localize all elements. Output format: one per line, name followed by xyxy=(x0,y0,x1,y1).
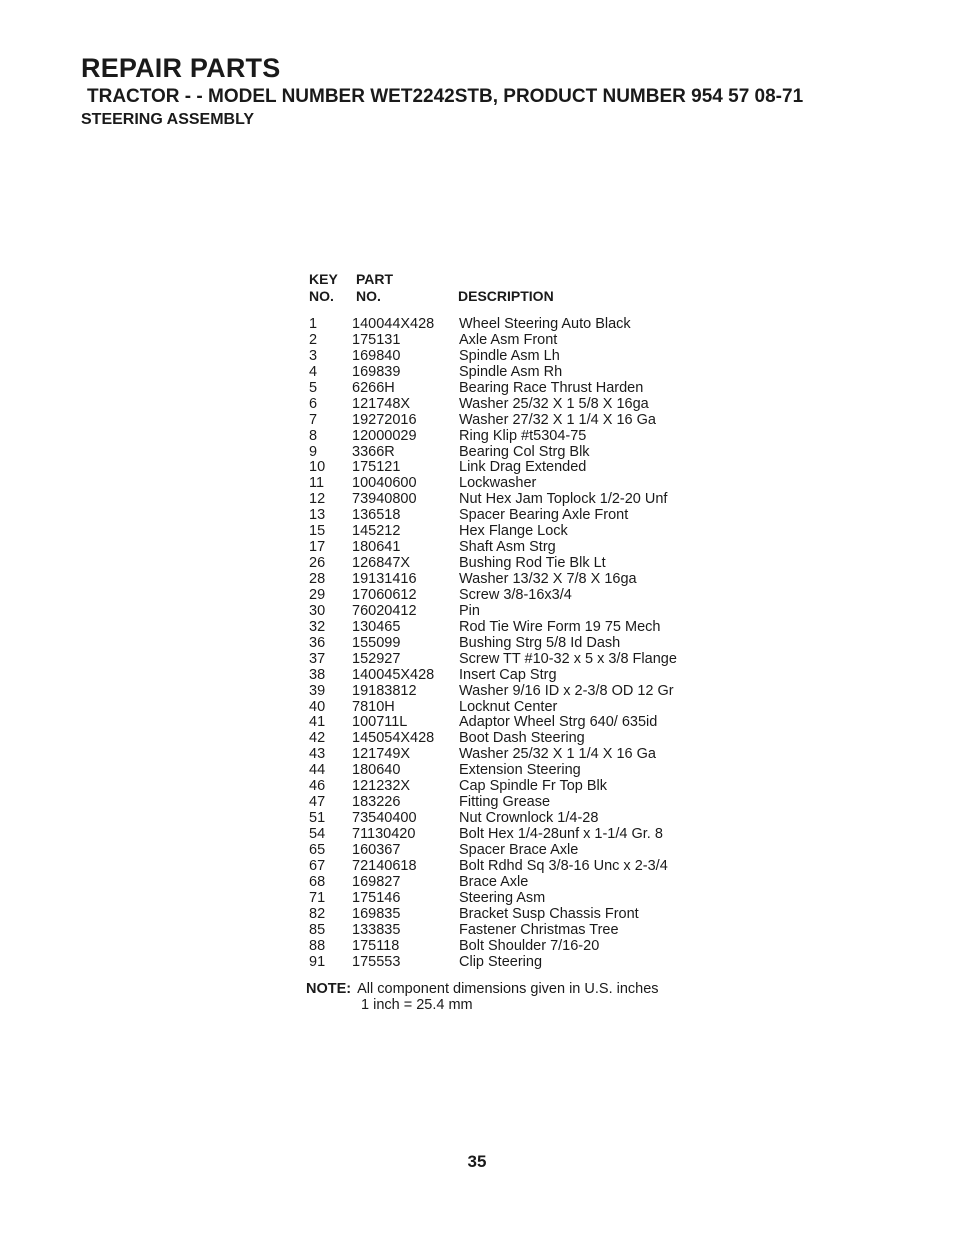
part-number: 3366R xyxy=(352,443,395,460)
part-no-header xyxy=(356,271,393,305)
part-description: Link Drag Extended xyxy=(459,459,587,476)
key-number: 65 xyxy=(309,841,326,858)
page-number: 35 xyxy=(467,1152,487,1171)
key-no-header xyxy=(309,271,338,305)
key-number: 28 xyxy=(309,571,326,587)
part-description: Washer 13/32 X 7/8 X 16ga xyxy=(459,571,637,587)
part-description: Washer 25/32 X 1 1/4 X 16 Ga xyxy=(459,746,656,763)
key-number: 44 xyxy=(309,762,326,779)
model-subtitle: TRACTOR - - MODEL NUMBER WET2242STB, PRODUCT NUMBER 954 57 08-71 xyxy=(87,86,804,107)
part-number: 180641 xyxy=(352,539,401,556)
key-number: 26 xyxy=(309,555,326,572)
part-header-line2: NO. xyxy=(356,288,381,304)
part-description: Bushing Strg 5/8 Id Dash xyxy=(459,634,621,651)
part-description: Spacer Bearing Axle Front xyxy=(459,507,629,524)
key-number: 11 xyxy=(309,475,325,492)
part-description: Bushing Rod Tie Blk Lt xyxy=(459,555,606,572)
part-number: 73540400 xyxy=(352,810,417,827)
part-description: Bearing Col Strg Blk xyxy=(459,443,590,460)
part-number: 152927 xyxy=(352,650,401,667)
part-description: Lockwasher xyxy=(459,475,537,492)
key-number: 17 xyxy=(309,539,326,556)
key-number: 71 xyxy=(309,889,326,906)
part-description: Spindle Asm Lh xyxy=(459,347,560,364)
key-number: 30 xyxy=(309,602,326,619)
part-number: 155099 xyxy=(352,634,401,651)
part-description: Rod Tie Wire Form 19 75 Mech xyxy=(459,618,661,635)
note-line2: 1 inch = 25.4 mm xyxy=(361,996,473,1013)
part-header-line1: PART xyxy=(356,271,394,287)
part-number: 175146 xyxy=(352,889,401,906)
key-number: 88 xyxy=(309,937,326,954)
part-description: Washer 27/32 X 1 1/4 X 16 Ga xyxy=(459,411,656,428)
part-number: 175553 xyxy=(352,953,401,970)
part-number: 175118 xyxy=(352,937,400,954)
part-number: 12000029 xyxy=(352,427,417,444)
part-number: 19131416 xyxy=(352,571,417,587)
part-description: Fastener Christmas Tree xyxy=(459,921,619,938)
key-number: 38 xyxy=(309,666,326,683)
part-description: Screw TT #10-32 x 5 x 3/8 Flange xyxy=(459,650,677,667)
part-description: Shaft Asm Strg xyxy=(459,539,556,556)
part-number: 126847X xyxy=(352,555,411,572)
key-number: 36 xyxy=(309,634,326,651)
part-description: Washer 25/32 X 1 5/8 X 16ga xyxy=(459,395,649,412)
part-description: Washer 9/16 ID x 2-3/8 OD 12 Gr xyxy=(459,682,674,699)
note-label: NOTE: xyxy=(306,981,352,997)
part-number: 121232X xyxy=(352,778,411,795)
part-description: Steering Asm xyxy=(459,889,546,906)
part-description: Extension Steering xyxy=(459,762,581,779)
part-number: 10040600 xyxy=(352,475,417,492)
part-number: 19183812 xyxy=(352,682,417,699)
part-number: 100711L xyxy=(352,714,408,731)
part-number: 140044X428 xyxy=(352,316,435,332)
part-description: Nut Hex Jam Toplock 1/2-20 Unf xyxy=(459,491,668,508)
key-number: 43 xyxy=(309,746,326,763)
key-number: 41 xyxy=(309,714,326,731)
note xyxy=(306,981,659,1013)
part-description: Ring Klip #t5304-75 xyxy=(459,427,587,444)
part-description: Hex Flange Lock xyxy=(459,523,568,540)
key-number: 15 xyxy=(309,523,326,540)
part-number: 169835 xyxy=(352,905,401,922)
key-number: 68 xyxy=(309,873,326,890)
key-header-line1: KEY xyxy=(309,271,338,287)
key-number: 9 xyxy=(309,443,318,460)
part-description: Brace Axle xyxy=(459,873,529,890)
key-number: 51 xyxy=(309,810,326,827)
part-number: 6266H xyxy=(352,379,395,396)
part-number: 145212 xyxy=(352,523,401,540)
key-number: 37 xyxy=(309,650,326,667)
part-number: 140045X428 xyxy=(352,666,435,683)
part-description: Screw 3/8-16x3/4 xyxy=(459,586,572,603)
part-description: Spindle Asm Rh xyxy=(459,363,563,380)
part-description: Spacer Brace Axle xyxy=(459,841,579,858)
key-number: 82 xyxy=(309,905,326,922)
part-description: Adaptor Wheel Strg 640/ 635id xyxy=(459,714,658,731)
part-number: 19272016 xyxy=(352,411,417,428)
key-number: 46 xyxy=(309,778,326,795)
part-number: 169839 xyxy=(352,363,401,380)
key-number: 2 xyxy=(309,331,318,348)
part-number: 136518 xyxy=(352,507,401,524)
part-number: 121748X xyxy=(352,395,411,412)
part-description: Axle Asm Front xyxy=(459,331,558,348)
note-line1: All component dimensions given in U.S. inches xyxy=(357,981,659,997)
part-number: 175131 xyxy=(352,331,401,348)
part-description: Nut Crownlock 1/4-28 xyxy=(459,810,599,827)
key-number: 4 xyxy=(309,363,318,380)
part-description: Cap Spindle Fr Top Blk xyxy=(459,778,608,795)
part-number: 183226 xyxy=(352,794,401,811)
key-number: 7 xyxy=(309,411,318,428)
part-number: 72140618 xyxy=(352,857,417,874)
part-description: Wheel Steering Auto Black xyxy=(459,316,631,332)
part-description: Locknut Center xyxy=(459,698,558,715)
part-description: Insert Cap Strg xyxy=(459,666,557,683)
part-number: 73940800 xyxy=(352,491,417,508)
part-number: 175121 xyxy=(352,459,401,476)
key-number: 42 xyxy=(309,730,326,747)
key-number: 8 xyxy=(309,427,318,444)
part-number: 180640 xyxy=(352,762,401,779)
part-description: Bracket Susp Chassis Front xyxy=(459,905,639,922)
part-number: 169827 xyxy=(352,873,401,890)
key-number: 32 xyxy=(309,618,326,635)
part-description: Bolt Shoulder 7/16-20 xyxy=(459,937,600,954)
part-number: 121749X xyxy=(352,746,411,763)
key-number: 5 xyxy=(309,379,318,396)
key-number: 12 xyxy=(309,491,326,508)
key-number: 3 xyxy=(309,347,318,364)
key-number: 54 xyxy=(309,826,326,842)
description-header: DESCRIPTION xyxy=(458,288,554,304)
part-description: Bolt Hex 1/4-28unf x 1-1/4 Gr. 8 xyxy=(459,826,663,842)
part-number: 71130420 xyxy=(352,826,416,842)
part-description: Bolt Rdhd Sq 3/8-16 Unc x 2-3/4 xyxy=(459,857,668,874)
key-number: 13 xyxy=(309,507,326,524)
part-number: 160367 xyxy=(352,841,401,858)
part-description: Boot Dash Steering xyxy=(459,730,585,747)
key-number: 39 xyxy=(309,682,326,699)
key-number: 10 xyxy=(309,459,326,476)
part-description: Fitting Grease xyxy=(459,794,551,811)
part-number: 145054X428 xyxy=(352,730,435,747)
part-number: 169840 xyxy=(352,347,401,364)
page-title: REPAIR PARTS xyxy=(81,53,281,83)
key-number: 85 xyxy=(309,921,326,938)
key-number: 91 xyxy=(309,953,326,970)
section-title: STEERING ASSEMBLY xyxy=(81,111,255,128)
key-number: 6 xyxy=(309,395,318,412)
part-description: Bearing Race Thrust Harden xyxy=(459,379,644,396)
key-number: 67 xyxy=(309,857,326,874)
key-number: 40 xyxy=(309,698,326,715)
part-number: 17060612 xyxy=(352,586,417,603)
part-number: 133835 xyxy=(352,921,401,938)
part-number: 130465 xyxy=(352,618,401,635)
part-description: Clip Steering xyxy=(459,953,543,970)
part-number: 76020412 xyxy=(352,602,417,619)
key-number: 1 xyxy=(309,316,318,332)
key-header-line2: NO. xyxy=(309,288,334,304)
key-number: 29 xyxy=(309,586,326,603)
part-description: Pin xyxy=(459,602,480,619)
key-number: 47 xyxy=(309,794,326,811)
part-number: 7810H xyxy=(352,698,395,715)
